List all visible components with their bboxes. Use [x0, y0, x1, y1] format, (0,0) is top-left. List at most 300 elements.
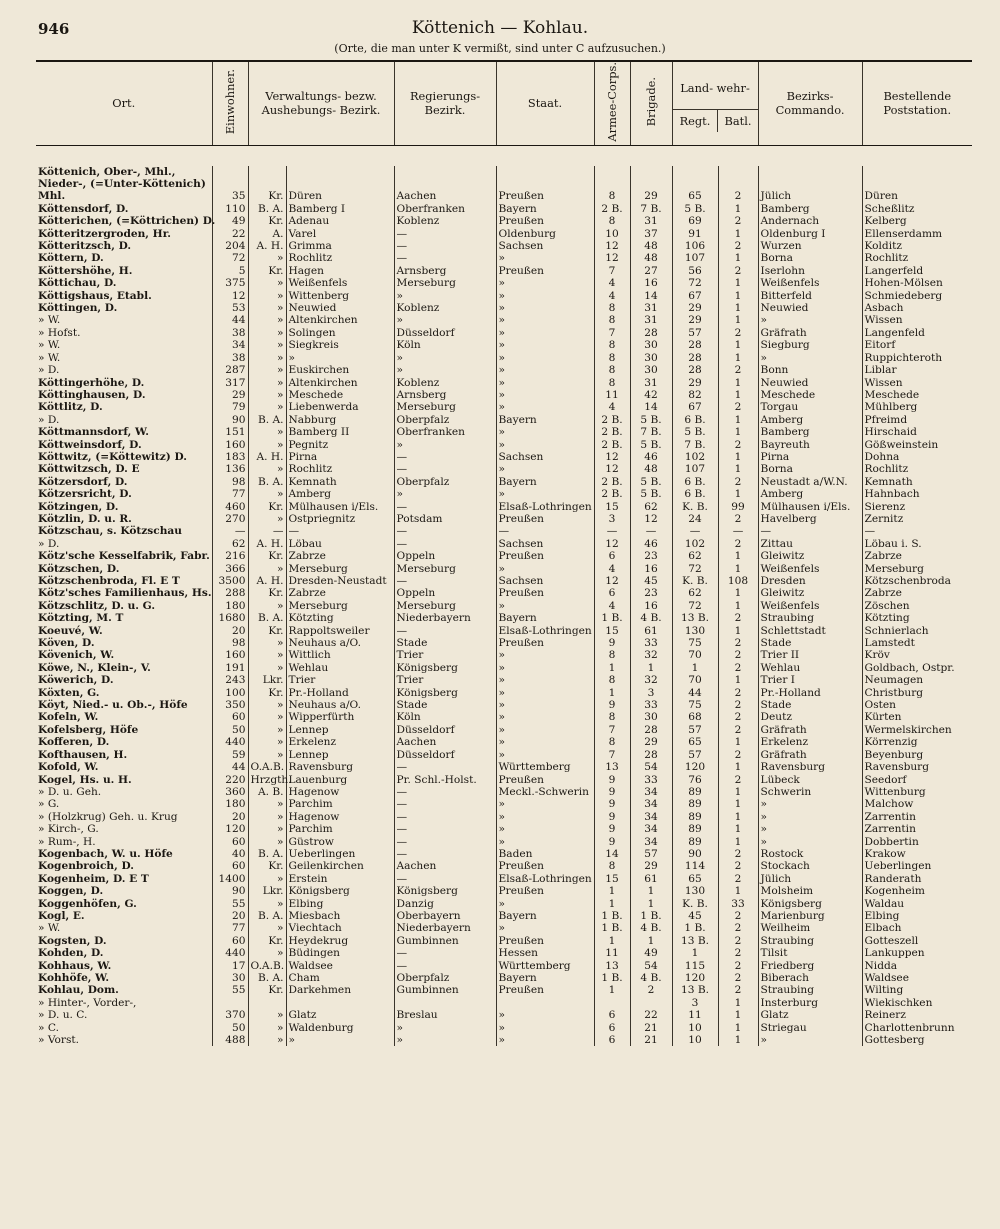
cell-staat: Preußen	[496, 190, 594, 202]
cell-regt: 70	[672, 649, 718, 661]
cell-ort: Kötzlin, D. u. R.	[38, 512, 132, 525]
cell-regt: K. B.	[672, 575, 718, 587]
cell-einwohner: 460	[212, 501, 248, 513]
cell-verwaltung-bezirk: Ueberlingen	[286, 848, 394, 860]
cell-verwaltung-kind: »	[248, 798, 286, 810]
cell-regt: 72	[672, 277, 718, 289]
header-bezirks: Bezirks- Commando.	[758, 61, 862, 145]
cell-batl: 1	[718, 290, 758, 302]
cell-batl: 1	[718, 885, 758, 897]
cell-bezirks: Straubing	[758, 612, 862, 624]
cell-regt: 67	[672, 401, 718, 413]
cell-ort: Köttwitz, (=Köttewitz) D.	[38, 450, 187, 463]
table-row	[36, 451, 972, 463]
cell-regt: 65	[672, 736, 718, 748]
cell-verwaltung-kind: »	[248, 352, 286, 364]
table-row	[36, 587, 972, 599]
cell-post: Ruppichteroth	[862, 352, 972, 364]
cell-staat: Preußen	[496, 587, 594, 599]
cell-staat: »	[496, 699, 594, 711]
cell-brigade: 12	[630, 513, 672, 525]
cell-ort: Kötzersdorf, D.	[38, 475, 128, 488]
cell-regt: 107	[672, 252, 718, 264]
cell-brigade: 1	[630, 898, 672, 910]
cell-verwaltung-bezirk: Geilenkirchen	[286, 860, 394, 872]
cell-bezirks: Neustadt a/W.N.	[758, 476, 862, 488]
cell-brigade: 34	[630, 823, 672, 835]
cell-verwaltung-bezirk: Erkelenz	[286, 736, 394, 748]
cell-armee: 6	[594, 1034, 630, 1046]
cell-batl: 2	[718, 724, 758, 736]
cell-regt: 56	[672, 265, 718, 277]
cell-brigade: 1 B.	[630, 910, 672, 922]
cell-verwaltung-bezirk	[286, 997, 394, 1009]
table-row	[36, 401, 972, 413]
cell-regierung: Koblenz	[394, 377, 496, 389]
cell-staat: Elsaß-Lothringen	[496, 625, 594, 637]
cell-ort: Koggen, D.	[38, 885, 104, 898]
cell-verwaltung-bezirk: Königsberg	[286, 885, 394, 897]
cell-verwaltung-bezirk: Amberg	[286, 488, 394, 500]
cell-verwaltung-bezirk: Varel	[286, 228, 394, 240]
cell-armee: 6	[594, 550, 630, 562]
cell-batl: 2	[718, 774, 758, 786]
cell-einwohner: 204	[212, 240, 248, 252]
cell-einwohner: 22	[212, 228, 248, 240]
cell-verwaltung-kind: Kr.	[248, 550, 286, 562]
cell-regierung: —	[394, 848, 496, 860]
cell-ort: » G.	[38, 798, 60, 811]
cell-regierung: Königsberg	[394, 662, 496, 674]
cell-einwohner: 38	[212, 327, 248, 339]
header-batl: Batl.	[724, 113, 752, 128]
cell-regt: 5 B.	[672, 426, 718, 438]
cell-batl: 1	[718, 1022, 758, 1034]
cell-staat: Bayern	[496, 972, 594, 984]
cell-regt: 57	[672, 749, 718, 761]
table-row	[36, 228, 972, 240]
cell-batl: 1	[718, 823, 758, 835]
cell-staat: Bayern	[496, 203, 594, 215]
cell-regt: 68	[672, 711, 718, 723]
cell-post: Randerath	[862, 873, 972, 885]
cell-bezirks: Bamberg	[758, 426, 862, 438]
table-row	[36, 774, 972, 786]
cell-brigade: 31	[630, 377, 672, 389]
cell-verwaltung-kind	[248, 178, 286, 190]
cell-post: Gottesberg	[862, 1034, 972, 1046]
cell-armee: 15	[594, 501, 630, 513]
cell-batl: 1	[718, 1009, 758, 1021]
header-ort: Ort.	[36, 61, 212, 145]
cell-post: Wiekischken	[862, 997, 972, 1009]
cell-staat: »	[496, 711, 594, 723]
cell-staat: »	[496, 252, 594, 264]
header-brigade: Brigade.	[630, 61, 672, 145]
cell-post: Gotteszell	[862, 935, 972, 947]
cell-einwohner: 49	[212, 215, 248, 227]
cell-batl: 1	[718, 451, 758, 463]
cell-verwaltung-kind: »	[248, 699, 286, 711]
cell-bezirks: Bitterfeld	[758, 290, 862, 302]
cell-einwohner: 20	[212, 625, 248, 637]
cell-regierung: Merseburg	[394, 563, 496, 575]
cell-verwaltung-bezirk: Neuhaus a/O.	[286, 637, 394, 649]
cell-verwaltung-bezirk: Kemnath	[286, 476, 394, 488]
cell-verwaltung-kind: Kr.	[248, 860, 286, 872]
cell-einwohner: 160	[212, 439, 248, 451]
cell-staat: »	[496, 674, 594, 686]
cell-staat: »	[496, 736, 594, 748]
table-row	[36, 711, 972, 723]
cell-staat: »	[496, 426, 594, 438]
cell-armee: 8	[594, 352, 630, 364]
cell-verwaltung-bezirk	[286, 166, 394, 178]
cell-ort: Köven, D.	[38, 637, 95, 650]
cell-armee: 9	[594, 699, 630, 711]
table-row	[36, 898, 972, 910]
cell-verwaltung-kind: —	[248, 525, 286, 537]
cell-staat: Bayern	[496, 414, 594, 426]
cell-batl: 1	[718, 811, 758, 823]
cell-regierung: »	[394, 364, 496, 376]
cell-regt: 45	[672, 910, 718, 922]
cell-regierung: —	[394, 786, 496, 798]
cell-batl: 1	[718, 488, 758, 500]
cell-post: Gößweinstein	[862, 439, 972, 451]
cell-regierung: Breslau	[394, 1009, 496, 1021]
cell-einwohner: 151	[212, 426, 248, 438]
cell-regierung: —	[394, 947, 496, 959]
cell-ort: Kötzingen, D.	[38, 500, 119, 513]
cell-verwaltung-bezirk: Altenkirchen	[286, 377, 394, 389]
cell-regierung: —	[394, 501, 496, 513]
cell-verwaltung-bezirk: Darkehmen	[286, 984, 394, 996]
cell-armee: 2 B.	[594, 488, 630, 500]
cell-ort: » W.	[38, 922, 61, 935]
cell-brigade: 29	[630, 860, 672, 872]
cell-bezirks: Biberach	[758, 972, 862, 984]
cell-brigade: 5 B.	[630, 476, 672, 488]
cell-post: Kötzschenbroda	[862, 575, 972, 587]
cell-batl: 2	[718, 649, 758, 661]
cell-regt: 89	[672, 798, 718, 810]
cell-einwohner	[212, 997, 248, 1009]
table-row	[36, 972, 972, 984]
cell-brigade: 1	[630, 662, 672, 674]
table-row	[36, 836, 972, 848]
cell-armee: 1	[594, 662, 630, 674]
cell-armee: 8	[594, 302, 630, 314]
cell-regt: K. B.	[672, 501, 718, 513]
cell-batl	[718, 166, 758, 178]
cell-bezirks: Weißenfels	[758, 563, 862, 575]
cell-bezirks: Straubing	[758, 935, 862, 947]
cell-verwaltung-bezirk: Hagenow	[286, 786, 394, 798]
cell-brigade: 4 B.	[630, 922, 672, 934]
cell-regt: 102	[672, 451, 718, 463]
cell-bezirks: Weißenfels	[758, 277, 862, 289]
cell-einwohner: 44	[212, 761, 248, 773]
cell-einwohner: 53	[212, 302, 248, 314]
cell-bezirks: Bamberg	[758, 203, 862, 215]
cell-brigade: 7 B.	[630, 203, 672, 215]
cell-regierung: —	[394, 228, 496, 240]
cell-armee	[594, 166, 630, 178]
cell-verwaltung-kind: B. A.	[248, 848, 286, 860]
cell-staat: »	[496, 364, 594, 376]
cell-ort: » W.	[38, 351, 61, 364]
cell-ort: » D.	[38, 413, 60, 426]
cell-verwaltung-bezirk: Güstrow	[286, 836, 394, 848]
cell-armee: 1 B.	[594, 922, 630, 934]
cell-brigade: 5 B.	[630, 414, 672, 426]
table-row	[36, 662, 972, 674]
table-row	[36, 501, 972, 513]
cell-einwohner: 62	[212, 538, 248, 550]
cell-regt: 57	[672, 327, 718, 339]
table-row	[36, 364, 972, 376]
cell-bezirks: Amberg	[758, 488, 862, 500]
cell-staat: Preußen	[496, 984, 594, 996]
cell-brigade: 23	[630, 550, 672, 562]
table-row	[36, 302, 972, 314]
cell-armee: 1	[594, 935, 630, 947]
cell-ort: » Hinter-, Vorder-,	[38, 996, 137, 1009]
cell-post: Langenfeld	[862, 327, 972, 339]
cell-verwaltung-bezirk: Adenau	[286, 215, 394, 227]
cell-post: Dohna	[862, 451, 972, 463]
cell-verwaltung-kind: B. A.	[248, 910, 286, 922]
cell-verwaltung-kind: Kr.	[248, 625, 286, 637]
cell-ort: Kötzschenbroda, Fl. E T	[38, 575, 180, 587]
cell-verwaltung-kind: »	[248, 662, 286, 674]
cell-brigade: 45	[630, 575, 672, 587]
cell-brigade: 34	[630, 786, 672, 798]
cell-bezirks: Molsheim	[758, 885, 862, 897]
cell-staat: »	[496, 277, 594, 289]
header-post: Bestellende Poststation.	[862, 61, 972, 145]
cell-armee: 9	[594, 798, 630, 810]
cell-verwaltung-kind: »	[248, 811, 286, 823]
cell-staat	[496, 166, 594, 178]
cell-regierung: Niederbayern	[394, 922, 496, 934]
cell-brigade: 48	[630, 252, 672, 264]
cell-verwaltung-bezirk: Büdingen	[286, 947, 394, 959]
cell-bezirks: Trier II	[758, 649, 862, 661]
cell-bezirks: Borna	[758, 252, 862, 264]
cell-armee: 8	[594, 711, 630, 723]
cell-staat: »	[496, 724, 594, 736]
table-row	[36, 166, 972, 178]
cell-regt: 28	[672, 339, 718, 351]
cell-einwohner: 35	[212, 190, 248, 202]
cell-staat: Preußen	[496, 637, 594, 649]
cell-verwaltung-bezirk: Lauenburg	[286, 774, 394, 786]
cell-post: Liblar	[862, 364, 972, 376]
cell-post: Goldbach, Ostpr.	[862, 662, 972, 674]
cell-regierung: Königsberg	[394, 687, 496, 699]
cell-regt: 1 B.	[672, 922, 718, 934]
cell-brigade: 27	[630, 265, 672, 277]
cell-verwaltung-kind: »	[248, 401, 286, 413]
cell-staat: Preußen	[496, 935, 594, 947]
cell-regt: 13 B.	[672, 612, 718, 624]
cell-bezirks: Jülich	[758, 190, 862, 202]
cell-verwaltung-kind: »	[248, 600, 286, 612]
cell-regt: 70	[672, 674, 718, 686]
cell-post: Wermelskirchen	[862, 724, 972, 736]
cell-brigade: 4 B.	[630, 612, 672, 624]
cell-regt: 130	[672, 885, 718, 897]
table-row	[36, 935, 972, 947]
cell-regt: 29	[672, 302, 718, 314]
cell-staat: »	[496, 649, 594, 661]
cell-armee: 12	[594, 575, 630, 587]
cell-armee: 6	[594, 587, 630, 599]
cell-armee	[594, 178, 630, 190]
cell-regt: 130	[672, 625, 718, 637]
cell-verwaltung-kind: Kr.	[248, 984, 286, 996]
cell-brigade: 14	[630, 401, 672, 413]
cell-post: Nidda	[862, 960, 972, 972]
cell-ort: Köttichau, D.	[38, 277, 117, 290]
cell-regierung: Koblenz	[394, 215, 496, 227]
cell-einwohner: 370	[212, 1009, 248, 1021]
cell-staat: Preußen	[496, 885, 594, 897]
cell-brigade	[630, 166, 672, 178]
table-row	[36, 525, 972, 537]
cell-ort: Köttinghausen, D.	[38, 388, 146, 401]
cell-regierung: —	[394, 823, 496, 835]
cell-bezirks: Königsberg	[758, 898, 862, 910]
cell-brigade: 46	[630, 451, 672, 463]
cell-brigade: 34	[630, 836, 672, 848]
cell-batl: 2	[718, 860, 758, 872]
cell-regierung: —	[394, 960, 496, 972]
cell-bezirks: Havelberg	[758, 513, 862, 525]
cell-bezirks: Pr.-Holland	[758, 687, 862, 699]
cell-brigade	[630, 178, 672, 190]
cell-einwohner: 59	[212, 749, 248, 761]
cell-batl: 1	[718, 339, 758, 351]
cell-bezirks: Stockach	[758, 860, 862, 872]
cell-armee: 7	[594, 724, 630, 736]
cell-brigade: 30	[630, 711, 672, 723]
cell-staat: »	[496, 439, 594, 451]
header-regierung: Regierungs- Bezirk.	[394, 61, 496, 145]
cell-bezirks: Weilheim	[758, 922, 862, 934]
cell-regierung: —	[394, 761, 496, 773]
cell-verwaltung-kind: Kr.	[248, 935, 286, 947]
cell-ort: » Rum-, H.	[38, 835, 96, 848]
cell-staat: Sachsen	[496, 240, 594, 252]
table-row	[36, 203, 972, 215]
cell-regt: 29	[672, 377, 718, 389]
cell-regierung: Niederbayern	[394, 612, 496, 624]
cell-post: Seedorf	[862, 774, 972, 786]
cell-bezirks: »	[758, 352, 862, 364]
cell-staat: »	[496, 836, 594, 848]
cell-verwaltung-kind: »	[248, 947, 286, 959]
cell-einwohner: 270	[212, 513, 248, 525]
cell-post: Ueberlingen	[862, 860, 972, 872]
cell-verwaltung-kind: »	[248, 364, 286, 376]
cell-batl: 2	[718, 935, 758, 947]
cell-regierung: —	[394, 538, 496, 550]
cell-verwaltung-kind: »	[248, 1034, 286, 1046]
table-row	[36, 687, 972, 699]
cell-bezirks: Torgau	[758, 401, 862, 413]
header-verwaltung: Verwaltungs- bezw. Aushebungs- Bezirk.	[248, 61, 394, 145]
cell-verwaltung-bezirk: Meschede	[286, 389, 394, 401]
cell-ort: » W.	[38, 339, 61, 352]
cell-verwaltung-kind: B. A.	[248, 203, 286, 215]
cell-armee: 4	[594, 290, 630, 302]
cell-verwaltung-kind: »	[248, 873, 286, 885]
cell-batl: 1	[718, 587, 758, 599]
table-row	[36, 674, 972, 686]
table-row	[36, 947, 972, 959]
cell-verwaltung-bezirk: Waldenburg	[286, 1022, 394, 1034]
cell-brigade: 29	[630, 190, 672, 202]
cell-brigade: 23	[630, 587, 672, 599]
cell-regierung: Oppeln	[394, 550, 496, 562]
cell-verwaltung-bezirk: Rappoltsweiler	[286, 625, 394, 637]
cell-batl: 2	[718, 215, 758, 227]
cell-verwaltung-bezirk: Merseburg	[286, 563, 394, 575]
cell-verwaltung-kind: A. H.	[248, 451, 286, 463]
cell-batl: 1	[718, 426, 758, 438]
cell-einwohner: 90	[212, 885, 248, 897]
cell-batl: 2	[718, 960, 758, 972]
cell-staat: Sachsen	[496, 538, 594, 550]
table-row	[36, 290, 972, 302]
cell-regierung: Oberbayern	[394, 910, 496, 922]
cell-ort: Kötz'sches Familienhaus, Hs.	[38, 587, 212, 600]
cell-armee: 11	[594, 947, 630, 959]
cell-bezirks: Borna	[758, 463, 862, 475]
cell-staat: Preußen	[496, 774, 594, 786]
cell-armee: 6	[594, 1022, 630, 1034]
cell-ort: Mhl.	[38, 190, 66, 203]
header-landwehr: Land- wehr- Regt. Batl.	[672, 61, 758, 145]
table-row	[36, 997, 972, 1009]
cell-ort: Kogenbroich, D.	[38, 860, 134, 873]
cell-batl: 2	[718, 637, 758, 649]
cell-regt: 72	[672, 563, 718, 575]
cell-post: Wissen	[862, 314, 972, 326]
cell-einwohner	[212, 166, 248, 178]
table-row	[36, 612, 972, 624]
page-title: Köttenich — Kohlau.	[411, 18, 589, 38]
cell-armee: 4	[594, 600, 630, 612]
cell-bezirks	[758, 178, 862, 190]
cell-armee: 8	[594, 736, 630, 748]
cell-staat: »	[496, 302, 594, 314]
cell-bezirks: Gräfrath	[758, 749, 862, 761]
cell-regt: 11	[672, 1009, 718, 1021]
cell-regt: 91	[672, 228, 718, 240]
cell-batl: 2	[718, 265, 758, 277]
cell-regierung: —	[394, 252, 496, 264]
cell-verwaltung-kind: »	[248, 277, 286, 289]
cell-regt: 102	[672, 538, 718, 550]
cell-regierung: —	[394, 575, 496, 587]
table-row	[36, 649, 972, 661]
cell-batl: 2	[718, 947, 758, 959]
header-regt: Regt.	[673, 110, 719, 132]
